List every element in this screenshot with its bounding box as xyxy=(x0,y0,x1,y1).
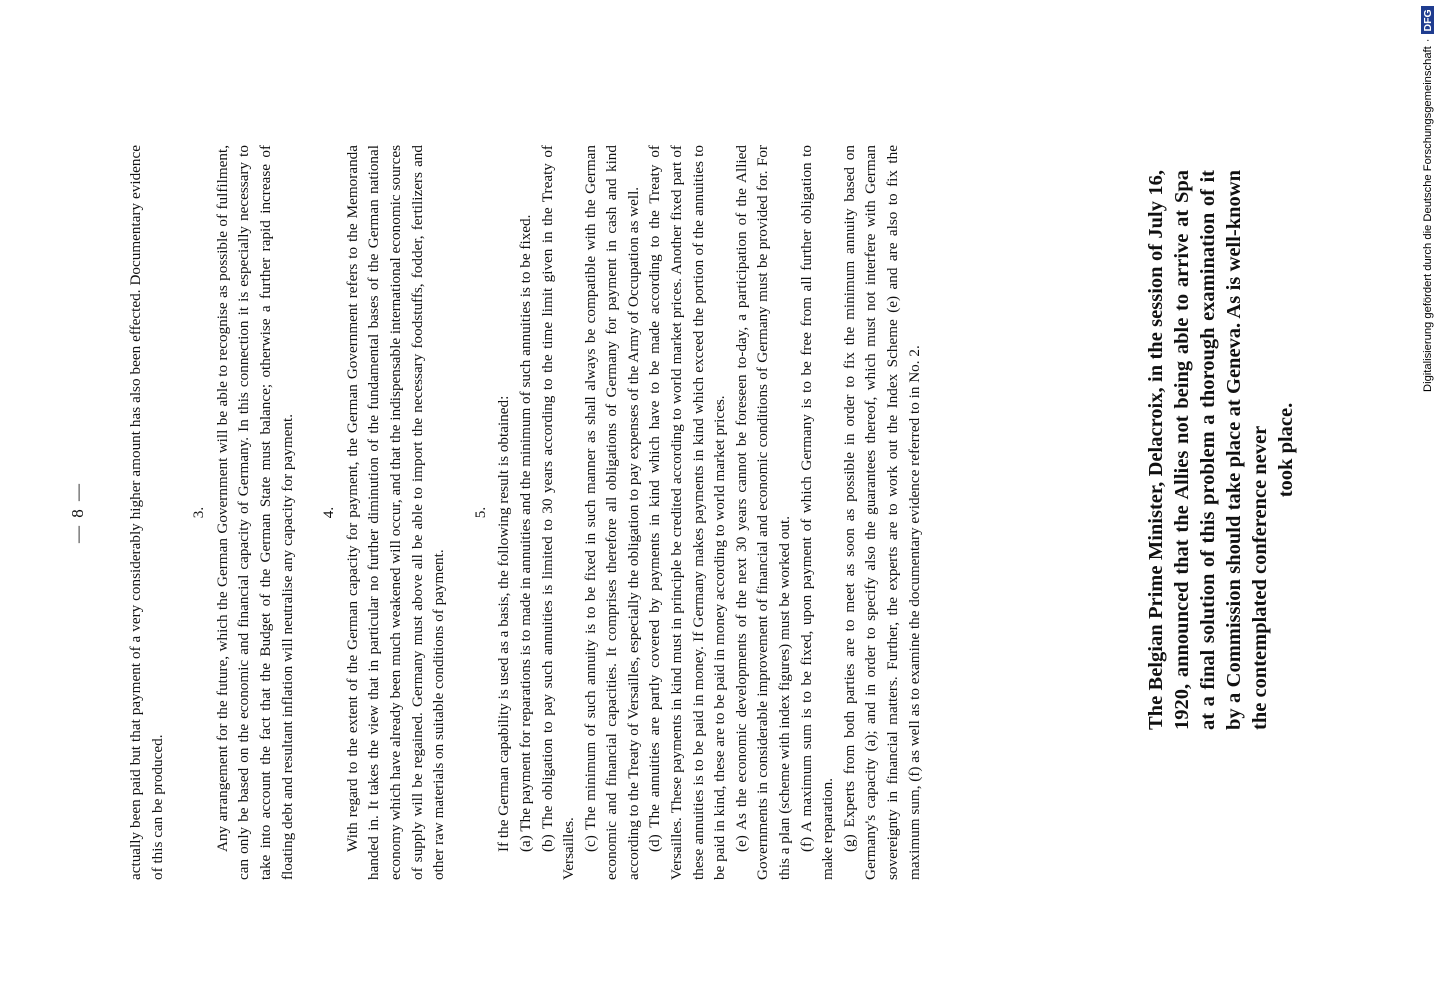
rotated-page xyxy=(68,145,1305,880)
page-number: — 8 — xyxy=(68,482,87,543)
closing-note-last-line: took place. xyxy=(1275,402,1297,498)
section-5-item-a: (a) The payment for reparations is to made in annuities and the minimum of such annuities is to be fixed. xyxy=(516,214,534,852)
section-3-paragraph: Any arrangement for the future, which the German Government will be able to recognise as possible of fulfilment, can only be based on the economic and financial capacity of Germany. In this connection it is especially necessary to take into account the fact that the Budget of the German State must balance; otherwise a further rapid increase of floating debt and resultant inflation will neutralise any capacity for payment. xyxy=(213,145,296,880)
section-5-intro: If the German capability is used as a basis, the following result is obtained: xyxy=(495,395,513,852)
closing-note xyxy=(1143,170,1299,730)
closing-note-text: The Belgian Prime Minister, Delacroix, in the session of July 16, 1920, announced that the Allies not being able to arrive at Spa at a final solution of this problem a thorough examination of it by a Commission should take place at Geneva. As is well-known the contemplated conference never xyxy=(1145,170,1271,730)
section-4-paragraph: With regard to the extent of the German capacity for payment, the German Government refers to the Memoranda handed in. It takes the view that in particular no further diminution of the fundamental bases of the German national economy which have already been much weakened will occur, and that the indispensable international economic sources of supply will be regained. Germany must above all be able to import the necessary foodstuffs, fodder, fertilizers and other raw materials on suitable conditions of payment. xyxy=(343,145,448,880)
section-number-3: 3. xyxy=(190,506,208,519)
dfg-logo: · xyxy=(1422,38,1434,43)
section-5-item-b: (b) The obligation to pay such annuities is limited to 30 years according to the time limit given in the Treaty of Versailles. xyxy=(538,145,578,880)
body-text xyxy=(125,145,925,880)
digitization-credit xyxy=(1417,0,1434,392)
section-number-5: 5. xyxy=(471,506,489,519)
section-5-item-c: (c) The minimum of such annuity is to be fixed in such manner as shall always be compatible with the German economic and financial capacities. It comprises therefore all obligations of Germany for payment in cash and kind according to the Treaty of Versailles, especially the obligation to pay expenses of the Army of Occupation as well. xyxy=(581,145,642,880)
section-number-4: 4. xyxy=(320,506,338,519)
dfg-badge: DFG xyxy=(1421,6,1434,34)
section-5-item-g: (g) Experts from both parties are to meet as soon as possible in order to fix the minimum annuity based on Germany's capacity (a); and in order to specify also the guarantees thereof, which must not interfere with German sovereignty in financial matters. Further, the experts are to work out the Index Scheme (e) and are also to fix the maximum sum, (f) as well as to examine the documentary evidence referred to in No. 2. xyxy=(840,145,923,880)
page-content xyxy=(68,145,1305,880)
section-5-item-e: (e) As the economic developments of the next 30 years cannot be foreseen to-day, a participation of the Allied Governments in considerable improvement of financial and economic conditions of Germany must be provided for. For this a plan (scheme with index figures) must be worked out. xyxy=(732,145,794,880)
section-5-item-d: (d) The annuities are partly covered by payments in kind which have to be made according to the Treaty of Versailles. These payments in kind must in principle be credited according to world market prices. Another fixed part of these annuities is to be paid in money. If Germany makes payments in kind which exceed the portion of the annuities to be paid in kind, these are to be paid in money according to world market prices. xyxy=(646,145,729,880)
digitization-credit-text: Digitalisierung gefördert durch die Deutsche Forschungsgemeinschaft xyxy=(1422,46,1434,392)
continuation-paragraph: actually been paid but that payment of a very considerably higher amount has also been effected. Documentary evidence of this can be produced. xyxy=(127,145,166,880)
section-5-item-f: (f) A maximum sum is to be fixed, upon payment of which Germany is to be free from all further obligation to make reparation. xyxy=(797,145,837,880)
